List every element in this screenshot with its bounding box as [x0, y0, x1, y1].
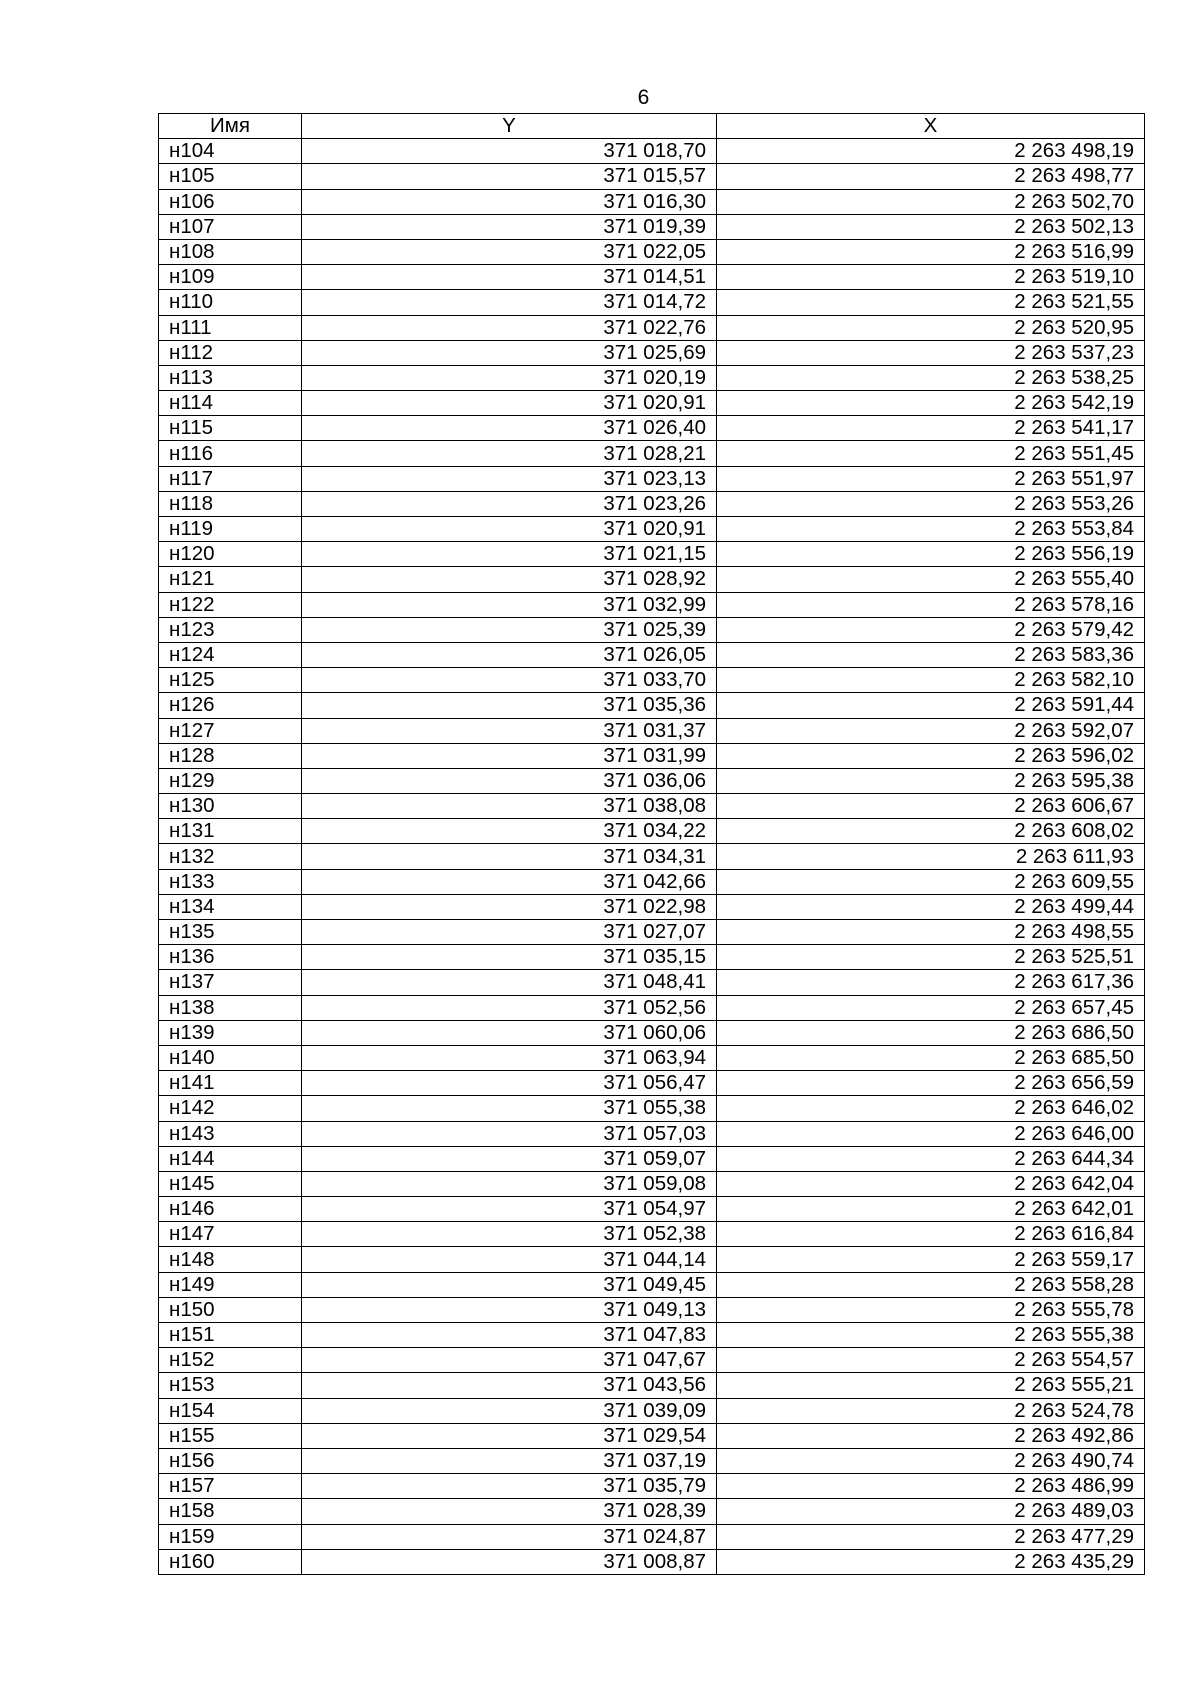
- table-row: [159, 1549, 1145, 1574]
- point-name-cell: н136: [159, 945, 302, 970]
- point-name-cell: н114: [159, 391, 302, 416]
- point-name-cell: н149: [159, 1272, 302, 1297]
- table-row: [159, 592, 1145, 617]
- y-coordinate-cell: 371 015,57: [302, 164, 717, 189]
- point-name-cell: н156: [159, 1448, 302, 1473]
- x-coordinate-cell: 2 263 583,36: [717, 642, 1145, 667]
- point-name-cell: н111: [159, 315, 302, 340]
- x-coordinate-cell: 2 263 498,77: [717, 164, 1145, 189]
- y-coordinate-cell: 371 022,76: [302, 315, 717, 340]
- point-name-cell: н110: [159, 290, 302, 315]
- point-name-cell: н104: [159, 139, 302, 164]
- point-name-cell: н160: [159, 1549, 302, 1574]
- table-row: [159, 265, 1145, 290]
- y-coordinate-cell: 371 025,69: [302, 340, 717, 365]
- point-name-cell: н144: [159, 1146, 302, 1171]
- point-name-cell: н127: [159, 718, 302, 743]
- point-name-cell: н155: [159, 1423, 302, 1448]
- point-name-cell: н138: [159, 995, 302, 1020]
- y-coordinate-cell: 371 042,66: [302, 869, 717, 894]
- x-coordinate-cell: 2 263 646,02: [717, 1096, 1145, 1121]
- table-row: [159, 1020, 1145, 1045]
- y-coordinate-cell: 371 022,05: [302, 239, 717, 264]
- y-coordinate-cell: 371 020,19: [302, 365, 717, 390]
- table-row: [159, 189, 1145, 214]
- x-coordinate-cell: 2 263 592,07: [717, 718, 1145, 743]
- y-coordinate-cell: 371 034,31: [302, 844, 717, 869]
- table-row: [159, 1423, 1145, 1448]
- table-row: [159, 315, 1145, 340]
- table-row: [159, 1171, 1145, 1196]
- point-name-cell: н108: [159, 239, 302, 264]
- point-name-cell: н137: [159, 970, 302, 995]
- point-name-cell: н116: [159, 441, 302, 466]
- y-coordinate-cell: 371 018,70: [302, 139, 717, 164]
- table-row: [159, 1096, 1145, 1121]
- point-name-cell: н135: [159, 920, 302, 945]
- y-coordinate-cell: 371 059,08: [302, 1171, 717, 1196]
- point-name-cell: н154: [159, 1398, 302, 1423]
- x-coordinate-cell: 2 263 499,44: [717, 894, 1145, 919]
- point-name-cell: н157: [159, 1474, 302, 1499]
- table-row: [159, 1499, 1145, 1524]
- x-coordinate-cell: 2 263 551,97: [717, 466, 1145, 491]
- table-header-row: [159, 114, 1145, 139]
- table-row: [159, 164, 1145, 189]
- x-coordinate-cell: 2 263 559,17: [717, 1247, 1145, 1272]
- point-name-cell: н150: [159, 1297, 302, 1322]
- y-coordinate-cell: 371 026,05: [302, 642, 717, 667]
- point-name-cell: н159: [159, 1524, 302, 1549]
- x-coordinate-cell: 2 263 556,19: [717, 542, 1145, 567]
- y-coordinate-cell: 371 020,91: [302, 391, 717, 416]
- point-name-cell: н142: [159, 1096, 302, 1121]
- x-coordinate-cell: 2 263 606,67: [717, 794, 1145, 819]
- point-name-cell: н131: [159, 819, 302, 844]
- x-coordinate-cell: 2 263 490,74: [717, 1448, 1145, 1473]
- y-coordinate-cell: 371 019,39: [302, 214, 717, 239]
- y-coordinate-cell: 371 008,87: [302, 1549, 717, 1574]
- x-coordinate-cell: 2 263 502,13: [717, 214, 1145, 239]
- x-coordinate-cell: 2 263 611,93: [717, 844, 1145, 869]
- point-name-cell: н105: [159, 164, 302, 189]
- point-name-cell: н141: [159, 1071, 302, 1096]
- point-name-cell: н146: [159, 1197, 302, 1222]
- y-coordinate-cell: 371 044,14: [302, 1247, 717, 1272]
- table-row: [159, 1197, 1145, 1222]
- table-row: [159, 894, 1145, 919]
- x-coordinate-cell: 2 263 486,99: [717, 1474, 1145, 1499]
- point-name-cell: н125: [159, 668, 302, 693]
- point-name-cell: н152: [159, 1348, 302, 1373]
- x-coordinate-cell: 2 263 551,45: [717, 441, 1145, 466]
- table-row: [159, 466, 1145, 491]
- page-number: 6: [637, 86, 650, 109]
- y-coordinate-cell: 371 029,54: [302, 1423, 717, 1448]
- y-coordinate-cell: 371 052,38: [302, 1222, 717, 1247]
- table-row: [159, 1146, 1145, 1171]
- x-coordinate-cell: 2 263 553,84: [717, 517, 1145, 542]
- point-name-cell: н106: [159, 189, 302, 214]
- x-coordinate-cell: 2 263 644,34: [717, 1146, 1145, 1171]
- y-coordinate-cell: 371 047,83: [302, 1323, 717, 1348]
- table-body: [159, 139, 1145, 1575]
- y-coordinate-cell: 371 063,94: [302, 1045, 717, 1070]
- table-row: [159, 794, 1145, 819]
- y-coordinate-cell: 371 033,70: [302, 668, 717, 693]
- y-coordinate-cell: 371 057,03: [302, 1121, 717, 1146]
- x-coordinate-cell: 2 263 558,28: [717, 1272, 1145, 1297]
- y-coordinate-cell: 371 038,08: [302, 794, 717, 819]
- x-coordinate-cell: 2 263 554,57: [717, 1348, 1145, 1373]
- column-header-name: Имя: [159, 114, 302, 139]
- point-name-cell: н128: [159, 743, 302, 768]
- point-name-cell: н120: [159, 542, 302, 567]
- point-name-cell: н129: [159, 768, 302, 793]
- x-coordinate-cell: 2 263 519,10: [717, 265, 1145, 290]
- point-name-cell: н133: [159, 869, 302, 894]
- x-coordinate-cell: 2 263 555,21: [717, 1373, 1145, 1398]
- x-coordinate-cell: 2 263 608,02: [717, 819, 1145, 844]
- table-row: [159, 340, 1145, 365]
- x-coordinate-cell: 2 263 657,45: [717, 995, 1145, 1020]
- x-coordinate-cell: 2 263 489,03: [717, 1499, 1145, 1524]
- y-coordinate-cell: 371 035,79: [302, 1474, 717, 1499]
- table-row: [159, 1524, 1145, 1549]
- point-name-cell: н112: [159, 340, 302, 365]
- table-row: [159, 239, 1145, 264]
- y-coordinate-cell: 371 020,91: [302, 517, 717, 542]
- y-coordinate-cell: 371 039,09: [302, 1398, 717, 1423]
- point-name-cell: н134: [159, 894, 302, 919]
- x-coordinate-cell: 2 263 537,23: [717, 340, 1145, 365]
- y-coordinate-cell: 371 023,26: [302, 491, 717, 516]
- y-coordinate-cell: 371 028,39: [302, 1499, 717, 1524]
- table-row: [159, 1272, 1145, 1297]
- y-coordinate-cell: 371 031,99: [302, 743, 717, 768]
- point-name-cell: н115: [159, 416, 302, 441]
- point-name-cell: н118: [159, 491, 302, 516]
- y-coordinate-cell: 371 025,39: [302, 617, 717, 642]
- x-coordinate-cell: 2 263 617,36: [717, 970, 1145, 995]
- table-row: [159, 1323, 1145, 1348]
- y-coordinate-cell: 371 028,21: [302, 441, 717, 466]
- point-name-cell: н109: [159, 265, 302, 290]
- x-coordinate-cell: 2 263 498,55: [717, 920, 1145, 945]
- column-header-x: X: [717, 114, 1145, 139]
- point-name-cell: н147: [159, 1222, 302, 1247]
- table-row: [159, 517, 1145, 542]
- y-coordinate-cell: 371 014,51: [302, 265, 717, 290]
- x-coordinate-cell: 2 263 596,02: [717, 743, 1145, 768]
- table-row: [159, 365, 1145, 390]
- x-coordinate-cell: 2 263 642,04: [717, 1171, 1145, 1196]
- y-coordinate-cell: 371 032,99: [302, 592, 717, 617]
- point-name-cell: н158: [159, 1499, 302, 1524]
- point-name-cell: н145: [159, 1171, 302, 1196]
- x-coordinate-cell: 2 263 555,40: [717, 567, 1145, 592]
- x-coordinate-cell: 2 263 555,38: [717, 1323, 1145, 1348]
- x-coordinate-cell: 2 263 555,78: [717, 1297, 1145, 1322]
- point-name-cell: н121: [159, 567, 302, 592]
- x-coordinate-cell: 2 263 541,17: [717, 416, 1145, 441]
- table-row: [159, 1297, 1145, 1322]
- x-coordinate-cell: 2 263 525,51: [717, 945, 1145, 970]
- table-row: [159, 718, 1145, 743]
- y-coordinate-cell: 371 023,13: [302, 466, 717, 491]
- y-coordinate-cell: 371 026,40: [302, 416, 717, 441]
- x-coordinate-cell: 2 263 524,78: [717, 1398, 1145, 1423]
- x-coordinate-cell: 2 263 582,10: [717, 668, 1145, 693]
- table-row: [159, 567, 1145, 592]
- table-row: [159, 139, 1145, 164]
- point-name-cell: н107: [159, 214, 302, 239]
- point-name-cell: н148: [159, 1247, 302, 1272]
- table-row: [159, 1373, 1145, 1398]
- point-name-cell: н132: [159, 844, 302, 869]
- y-coordinate-cell: 371 035,15: [302, 945, 717, 970]
- y-coordinate-cell: 371 035,36: [302, 693, 717, 718]
- table-row: [159, 844, 1145, 869]
- table-row: [159, 491, 1145, 516]
- x-coordinate-cell: 2 263 642,01: [717, 1197, 1145, 1222]
- table-row: [159, 416, 1145, 441]
- table-row: [159, 290, 1145, 315]
- x-coordinate-cell: 2 263 492,86: [717, 1423, 1145, 1448]
- x-coordinate-cell: 2 263 502,70: [717, 189, 1145, 214]
- x-coordinate-cell: 2 263 686,50: [717, 1020, 1145, 1045]
- x-coordinate-cell: 2 263 538,25: [717, 365, 1145, 390]
- table-row: [159, 542, 1145, 567]
- x-coordinate-cell: 2 263 542,19: [717, 391, 1145, 416]
- point-name-cell: н140: [159, 1045, 302, 1070]
- x-coordinate-cell: 2 263 609,55: [717, 869, 1145, 894]
- point-name-cell: н153: [159, 1373, 302, 1398]
- y-coordinate-cell: 371 049,13: [302, 1297, 717, 1322]
- y-coordinate-cell: 371 059,07: [302, 1146, 717, 1171]
- table-row: [159, 1348, 1145, 1373]
- x-coordinate-cell: 2 263 591,44: [717, 693, 1145, 718]
- point-name-cell: н117: [159, 466, 302, 491]
- y-coordinate-cell: 371 036,06: [302, 768, 717, 793]
- y-coordinate-cell: 371 014,72: [302, 290, 717, 315]
- y-coordinate-cell: 371 048,41: [302, 970, 717, 995]
- y-coordinate-cell: 371 052,56: [302, 995, 717, 1020]
- x-coordinate-cell: 2 263 595,38: [717, 768, 1145, 793]
- y-coordinate-cell: 371 031,37: [302, 718, 717, 743]
- table-row: [159, 668, 1145, 693]
- y-coordinate-cell: 371 021,15: [302, 542, 717, 567]
- x-coordinate-cell: 2 263 477,29: [717, 1524, 1145, 1549]
- y-coordinate-cell: 371 043,56: [302, 1373, 717, 1398]
- x-coordinate-cell: 2 263 616,84: [717, 1222, 1145, 1247]
- x-coordinate-cell: 2 263 516,99: [717, 239, 1145, 264]
- point-name-cell: н119: [159, 517, 302, 542]
- point-name-cell: н130: [159, 794, 302, 819]
- x-coordinate-cell: 2 263 498,19: [717, 139, 1145, 164]
- point-name-cell: н143: [159, 1121, 302, 1146]
- table-row: [159, 441, 1145, 466]
- table-row: [159, 1222, 1145, 1247]
- y-coordinate-cell: 371 055,38: [302, 1096, 717, 1121]
- x-coordinate-cell: 2 263 646,00: [717, 1121, 1145, 1146]
- table-row: [159, 768, 1145, 793]
- y-coordinate-cell: 371 047,67: [302, 1348, 717, 1373]
- table-row: [159, 945, 1145, 970]
- x-coordinate-cell: 2 263 579,42: [717, 617, 1145, 642]
- table-row: [159, 1448, 1145, 1473]
- table-row: [159, 642, 1145, 667]
- y-coordinate-cell: 371 016,30: [302, 189, 717, 214]
- coordinates-table: [158, 113, 1145, 1575]
- x-coordinate-cell: 2 263 685,50: [717, 1045, 1145, 1070]
- y-coordinate-cell: 371 056,47: [302, 1071, 717, 1096]
- y-coordinate-cell: 371 049,45: [302, 1272, 717, 1297]
- table-row: [159, 391, 1145, 416]
- y-coordinate-cell: 371 054,97: [302, 1197, 717, 1222]
- x-coordinate-cell: 2 263 656,59: [717, 1071, 1145, 1096]
- x-coordinate-cell: 2 263 520,95: [717, 315, 1145, 340]
- y-coordinate-cell: 371 060,06: [302, 1020, 717, 1045]
- point-name-cell: н123: [159, 617, 302, 642]
- x-coordinate-cell: 2 263 578,16: [717, 592, 1145, 617]
- y-coordinate-cell: 371 022,98: [302, 894, 717, 919]
- point-name-cell: н122: [159, 592, 302, 617]
- table-row: [159, 819, 1145, 844]
- x-coordinate-cell: 2 263 435,29: [717, 1549, 1145, 1574]
- table-row: [159, 1045, 1145, 1070]
- table-row: [159, 869, 1145, 894]
- y-coordinate-cell: 371 037,19: [302, 1448, 717, 1473]
- table-row: [159, 1398, 1145, 1423]
- x-coordinate-cell: 2 263 521,55: [717, 290, 1145, 315]
- y-coordinate-cell: 371 024,87: [302, 1524, 717, 1549]
- point-name-cell: н124: [159, 642, 302, 667]
- y-coordinate-cell: 371 027,07: [302, 920, 717, 945]
- table-row: [159, 1121, 1145, 1146]
- table-row: [159, 995, 1145, 1020]
- table-row: [159, 617, 1145, 642]
- point-name-cell: н113: [159, 365, 302, 390]
- table-row: [159, 1071, 1145, 1096]
- table-row: [159, 693, 1145, 718]
- table-row: [159, 214, 1145, 239]
- x-coordinate-cell: 2 263 553,26: [717, 491, 1145, 516]
- table-row: [159, 1474, 1145, 1499]
- point-name-cell: н139: [159, 1020, 302, 1045]
- table-row: [159, 1247, 1145, 1272]
- y-coordinate-cell: 371 034,22: [302, 819, 717, 844]
- point-name-cell: н126: [159, 693, 302, 718]
- y-coordinate-cell: 371 028,92: [302, 567, 717, 592]
- point-name-cell: н151: [159, 1323, 302, 1348]
- table-row: [159, 970, 1145, 995]
- column-header-y: Y: [302, 114, 717, 139]
- table-row: [159, 920, 1145, 945]
- table-row: [159, 743, 1145, 768]
